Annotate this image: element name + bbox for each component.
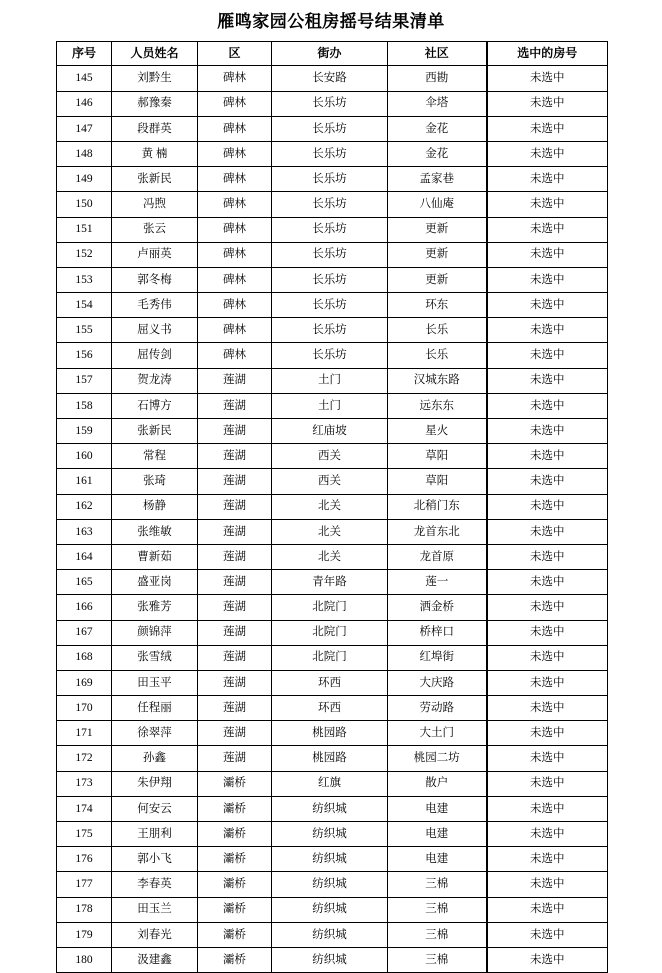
cell-district: 碑林 xyxy=(198,318,272,343)
cell-community: 劳动路 xyxy=(388,696,487,721)
table-row xyxy=(57,771,608,796)
cell-street: 桃园路 xyxy=(272,721,388,746)
cell-name: 颜锦萍 xyxy=(112,620,198,645)
table-row xyxy=(57,318,608,343)
cell-street: 西关 xyxy=(272,444,388,469)
cell-community: 远东东 xyxy=(388,393,487,418)
table-row xyxy=(57,116,608,141)
cell-district: 碑林 xyxy=(198,293,272,318)
table-row xyxy=(57,544,608,569)
cell-name: 屈义书 xyxy=(112,318,198,343)
cell-street: 北院门 xyxy=(272,620,388,645)
table-row xyxy=(57,620,608,645)
table-row xyxy=(57,267,608,292)
cell-house-no: 未选中 xyxy=(487,620,608,645)
cell-district: 灞桥 xyxy=(198,922,272,947)
cell-house-no: 未选中 xyxy=(487,721,608,746)
cell-index: 165 xyxy=(57,570,112,595)
cell-house-no: 未选中 xyxy=(487,469,608,494)
cell-community: 红埠街 xyxy=(388,645,487,670)
table-row xyxy=(57,847,608,872)
cell-house-no: 未选中 xyxy=(487,796,608,821)
cell-index: 155 xyxy=(57,318,112,343)
cell-name: 张新民 xyxy=(112,167,198,192)
cell-district: 莲湖 xyxy=(198,444,272,469)
cell-index: 164 xyxy=(57,544,112,569)
cell-index: 171 xyxy=(57,721,112,746)
cell-name: 郭小飞 xyxy=(112,847,198,872)
cell-community: 三棉 xyxy=(388,872,487,897)
cell-name: 孙鑫 xyxy=(112,746,198,771)
cell-street: 纺织城 xyxy=(272,922,388,947)
cell-community: 长乐 xyxy=(388,318,487,343)
cell-community: 大庆路 xyxy=(388,670,487,695)
cell-district: 灞桥 xyxy=(198,822,272,847)
cell-district: 碑林 xyxy=(198,167,272,192)
cell-district: 莲湖 xyxy=(198,721,272,746)
cell-name: 刘黔生 xyxy=(112,66,198,91)
cell-district: 莲湖 xyxy=(198,746,272,771)
cell-house-no: 未选中 xyxy=(487,293,608,318)
cell-index: 173 xyxy=(57,771,112,796)
cell-name: 张雪绒 xyxy=(112,645,198,670)
cell-district: 灞桥 xyxy=(198,897,272,922)
cell-name: 盛亚岗 xyxy=(112,570,198,595)
cell-street: 纺织城 xyxy=(272,796,388,821)
cell-street: 长乐坊 xyxy=(272,242,388,267)
cell-district: 碑林 xyxy=(198,66,272,91)
cell-community: 三棉 xyxy=(388,922,487,947)
cell-index: 147 xyxy=(57,116,112,141)
table-row xyxy=(57,66,608,91)
cell-street: 纺织城 xyxy=(272,847,388,872)
cell-street: 北院门 xyxy=(272,645,388,670)
cell-name: 黄 楠 xyxy=(112,141,198,166)
cell-community: 孟家巷 xyxy=(388,167,487,192)
column-header-community: 社区 xyxy=(388,42,487,66)
table-row xyxy=(57,721,608,746)
cell-street: 西关 xyxy=(272,469,388,494)
cell-community: 洒金桥 xyxy=(388,595,487,620)
cell-index: 154 xyxy=(57,293,112,318)
cell-name: 毛秀伟 xyxy=(112,293,198,318)
cell-street: 长乐坊 xyxy=(272,116,388,141)
cell-name: 曹新茹 xyxy=(112,544,198,569)
table-row xyxy=(57,696,608,721)
cell-street: 长乐坊 xyxy=(272,343,388,368)
cell-street: 北关 xyxy=(272,544,388,569)
cell-community: 电建 xyxy=(388,796,487,821)
cell-district: 碑林 xyxy=(198,217,272,242)
cell-index: 148 xyxy=(57,141,112,166)
cell-district: 莲湖 xyxy=(198,519,272,544)
cell-house-no: 未选中 xyxy=(487,419,608,444)
cell-district: 碑林 xyxy=(198,116,272,141)
cell-name: 刘春光 xyxy=(112,922,198,947)
cell-name: 张雅芳 xyxy=(112,595,198,620)
cell-street: 红庙坡 xyxy=(272,419,388,444)
table-row xyxy=(57,192,608,217)
cell-house-no: 未选中 xyxy=(487,242,608,267)
cell-index: 172 xyxy=(57,746,112,771)
cell-house-no: 未选中 xyxy=(487,847,608,872)
cell-street: 红旗 xyxy=(272,771,388,796)
table-body xyxy=(57,66,608,973)
cell-house-no: 未选中 xyxy=(487,66,608,91)
page-title: 雁鸣家园公租房摇号结果清单 xyxy=(217,12,445,31)
cell-street: 纺织城 xyxy=(272,947,388,972)
cell-district: 莲湖 xyxy=(198,570,272,595)
cell-community: 散户 xyxy=(388,771,487,796)
cell-name: 何安云 xyxy=(112,796,198,821)
cell-community: 龙首东北 xyxy=(388,519,487,544)
cell-name: 段群英 xyxy=(112,116,198,141)
cell-house-no: 未选中 xyxy=(487,192,608,217)
cell-house-no: 未选中 xyxy=(487,141,608,166)
cell-street: 北关 xyxy=(272,519,388,544)
cell-index: 168 xyxy=(57,645,112,670)
cell-name: 贺龙涛 xyxy=(112,368,198,393)
cell-index: 156 xyxy=(57,343,112,368)
cell-index: 167 xyxy=(57,620,112,645)
cell-community: 大土门 xyxy=(388,721,487,746)
cell-name: 张琦 xyxy=(112,469,198,494)
cell-district: 莲湖 xyxy=(198,419,272,444)
cell-house-no: 未选中 xyxy=(487,318,608,343)
cell-house-no: 未选中 xyxy=(487,519,608,544)
cell-name: 王朋利 xyxy=(112,822,198,847)
cell-name: 郭冬梅 xyxy=(112,267,198,292)
cell-street: 纺织城 xyxy=(272,822,388,847)
table-row xyxy=(57,670,608,695)
cell-index: 152 xyxy=(57,242,112,267)
cell-street: 长乐坊 xyxy=(272,192,388,217)
cell-index: 160 xyxy=(57,444,112,469)
cell-house-no: 未选中 xyxy=(487,822,608,847)
cell-district: 碑林 xyxy=(198,141,272,166)
table-row xyxy=(57,519,608,544)
cell-name: 朱伊翔 xyxy=(112,771,198,796)
cell-house-no: 未选中 xyxy=(487,116,608,141)
cell-name: 冯煦 xyxy=(112,192,198,217)
cell-community: 电建 xyxy=(388,822,487,847)
cell-street: 环西 xyxy=(272,696,388,721)
cell-community: 莲一 xyxy=(388,570,487,595)
cell-community: 三棉 xyxy=(388,947,487,972)
cell-name: 田玉平 xyxy=(112,670,198,695)
cell-house-no: 未选中 xyxy=(487,494,608,519)
cell-street: 纺织城 xyxy=(272,872,388,897)
table-row xyxy=(57,293,608,318)
table-row xyxy=(57,167,608,192)
table-row xyxy=(57,343,608,368)
cell-name: 张维敏 xyxy=(112,519,198,544)
table-row xyxy=(57,368,608,393)
cell-community: 西勘 xyxy=(388,66,487,91)
cell-district: 莲湖 xyxy=(198,544,272,569)
column-header-name: 人员姓名 xyxy=(112,42,198,66)
cell-name: 常程 xyxy=(112,444,198,469)
cell-name: 屈传剑 xyxy=(112,343,198,368)
cell-index: 162 xyxy=(57,494,112,519)
cell-index: 179 xyxy=(57,922,112,947)
cell-district: 莲湖 xyxy=(198,595,272,620)
cell-name: 杨静 xyxy=(112,494,198,519)
table-row xyxy=(57,796,608,821)
cell-street: 长乐坊 xyxy=(272,267,388,292)
cell-index: 151 xyxy=(57,217,112,242)
cell-index: 153 xyxy=(57,267,112,292)
cell-community: 三棉 xyxy=(388,897,487,922)
cell-name: 张新民 xyxy=(112,419,198,444)
cell-street: 土门 xyxy=(272,393,388,418)
cell-house-no: 未选中 xyxy=(487,746,608,771)
cell-house-no: 未选中 xyxy=(487,897,608,922)
cell-community: 草阳 xyxy=(388,444,487,469)
cell-community: 长乐 xyxy=(388,343,487,368)
table-row xyxy=(57,595,608,620)
table-row xyxy=(57,947,608,972)
cell-street: 长乐坊 xyxy=(272,141,388,166)
cell-district: 莲湖 xyxy=(198,368,272,393)
lottery-result-table xyxy=(56,41,608,973)
cell-district: 灞桥 xyxy=(198,796,272,821)
cell-index: 157 xyxy=(57,368,112,393)
cell-house-no: 未选中 xyxy=(487,544,608,569)
cell-house-no: 未选中 xyxy=(487,368,608,393)
cell-district: 灞桥 xyxy=(198,872,272,897)
table-row xyxy=(57,570,608,595)
cell-community: 桥梓口 xyxy=(388,620,487,645)
cell-name: 张云 xyxy=(112,217,198,242)
cell-street: 长乐坊 xyxy=(272,318,388,343)
cell-index: 145 xyxy=(57,66,112,91)
cell-district: 莲湖 xyxy=(198,494,272,519)
table-row xyxy=(57,872,608,897)
cell-street: 长乐坊 xyxy=(272,217,388,242)
cell-street: 土门 xyxy=(272,368,388,393)
column-header-index: 序号 xyxy=(57,42,112,66)
cell-index: 146 xyxy=(57,91,112,116)
cell-name: 卢丽英 xyxy=(112,242,198,267)
cell-street: 北关 xyxy=(272,494,388,519)
cell-house-no: 未选中 xyxy=(487,267,608,292)
cell-house-no: 未选中 xyxy=(487,343,608,368)
cell-index: 149 xyxy=(57,167,112,192)
cell-index: 180 xyxy=(57,947,112,972)
column-header-district: 区 xyxy=(198,42,272,66)
cell-house-no: 未选中 xyxy=(487,444,608,469)
cell-community: 更新 xyxy=(388,217,487,242)
cell-index: 176 xyxy=(57,847,112,872)
cell-community: 八仙庵 xyxy=(388,192,487,217)
cell-index: 166 xyxy=(57,595,112,620)
cell-community: 伞塔 xyxy=(388,91,487,116)
cell-street: 长安路 xyxy=(272,66,388,91)
cell-district: 莲湖 xyxy=(198,393,272,418)
cell-district: 莲湖 xyxy=(198,620,272,645)
column-header-street: 街办 xyxy=(272,42,388,66)
cell-district: 灞桥 xyxy=(198,847,272,872)
cell-district: 碑林 xyxy=(198,267,272,292)
table-row xyxy=(57,469,608,494)
table-row xyxy=(57,494,608,519)
cell-name: 石博方 xyxy=(112,393,198,418)
cell-street: 长乐坊 xyxy=(272,167,388,192)
cell-name: 郝豫秦 xyxy=(112,91,198,116)
cell-district: 莲湖 xyxy=(198,696,272,721)
cell-house-no: 未选中 xyxy=(487,217,608,242)
cell-index: 178 xyxy=(57,897,112,922)
column-header-house-no: 选中的房号 xyxy=(487,42,608,66)
cell-district: 碑林 xyxy=(198,242,272,267)
cell-community: 汉城东路 xyxy=(388,368,487,393)
cell-district: 莲湖 xyxy=(198,670,272,695)
cell-community: 电建 xyxy=(388,847,487,872)
cell-name: 汲建鑫 xyxy=(112,947,198,972)
cell-street: 北院门 xyxy=(272,595,388,620)
cell-house-no: 未选中 xyxy=(487,645,608,670)
table-header xyxy=(57,42,608,66)
table-row xyxy=(57,217,608,242)
cell-community: 更新 xyxy=(388,242,487,267)
cell-index: 150 xyxy=(57,192,112,217)
cell-district: 碑林 xyxy=(198,91,272,116)
table-row xyxy=(57,91,608,116)
table-row xyxy=(57,645,608,670)
table-row xyxy=(57,141,608,166)
cell-name: 任程丽 xyxy=(112,696,198,721)
table-row xyxy=(57,444,608,469)
cell-street: 环西 xyxy=(272,670,388,695)
cell-index: 161 xyxy=(57,469,112,494)
cell-house-no: 未选中 xyxy=(487,922,608,947)
cell-district: 莲湖 xyxy=(198,469,272,494)
table-row xyxy=(57,897,608,922)
cell-index: 169 xyxy=(57,670,112,695)
cell-street: 青年路 xyxy=(272,570,388,595)
cell-house-no: 未选中 xyxy=(487,947,608,972)
cell-index: 177 xyxy=(57,872,112,897)
cell-community: 星火 xyxy=(388,419,487,444)
table-header-row xyxy=(57,42,608,66)
cell-house-no: 未选中 xyxy=(487,393,608,418)
cell-community: 金花 xyxy=(388,141,487,166)
cell-community: 更新 xyxy=(388,267,487,292)
cell-community: 草阳 xyxy=(388,469,487,494)
cell-index: 158 xyxy=(57,393,112,418)
cell-index: 175 xyxy=(57,822,112,847)
cell-community: 桃园二坊 xyxy=(388,746,487,771)
cell-community: 环东 xyxy=(388,293,487,318)
cell-street: 纺织城 xyxy=(272,897,388,922)
cell-district: 灞桥 xyxy=(198,771,272,796)
table-row xyxy=(57,419,608,444)
cell-street: 长乐坊 xyxy=(272,293,388,318)
cell-index: 159 xyxy=(57,419,112,444)
cell-index: 163 xyxy=(57,519,112,544)
cell-house-no: 未选中 xyxy=(487,771,608,796)
table-row xyxy=(57,822,608,847)
table-row xyxy=(57,242,608,267)
cell-street: 长乐坊 xyxy=(272,91,388,116)
cell-house-no: 未选中 xyxy=(487,696,608,721)
cell-house-no: 未选中 xyxy=(487,570,608,595)
cell-district: 碑林 xyxy=(198,343,272,368)
table-row xyxy=(57,746,608,771)
cell-district: 莲湖 xyxy=(198,645,272,670)
table-row xyxy=(57,393,608,418)
cell-community: 金花 xyxy=(388,116,487,141)
table-container xyxy=(0,41,662,973)
cell-community: 龙首原 xyxy=(388,544,487,569)
cell-street: 桃园路 xyxy=(272,746,388,771)
cell-name: 李春英 xyxy=(112,872,198,897)
cell-house-no: 未选中 xyxy=(487,91,608,116)
cell-community: 北稍门东 xyxy=(388,494,487,519)
cell-house-no: 未选中 xyxy=(487,167,608,192)
cell-house-no: 未选中 xyxy=(487,670,608,695)
cell-district: 灞桥 xyxy=(198,947,272,972)
cell-house-no: 未选中 xyxy=(487,595,608,620)
cell-name: 田玉兰 xyxy=(112,897,198,922)
cell-index: 174 xyxy=(57,796,112,821)
table-row xyxy=(57,922,608,947)
cell-district: 碑林 xyxy=(198,192,272,217)
cell-house-no: 未选中 xyxy=(487,872,608,897)
cell-name: 徐翠萍 xyxy=(112,721,198,746)
cell-index: 170 xyxy=(57,696,112,721)
